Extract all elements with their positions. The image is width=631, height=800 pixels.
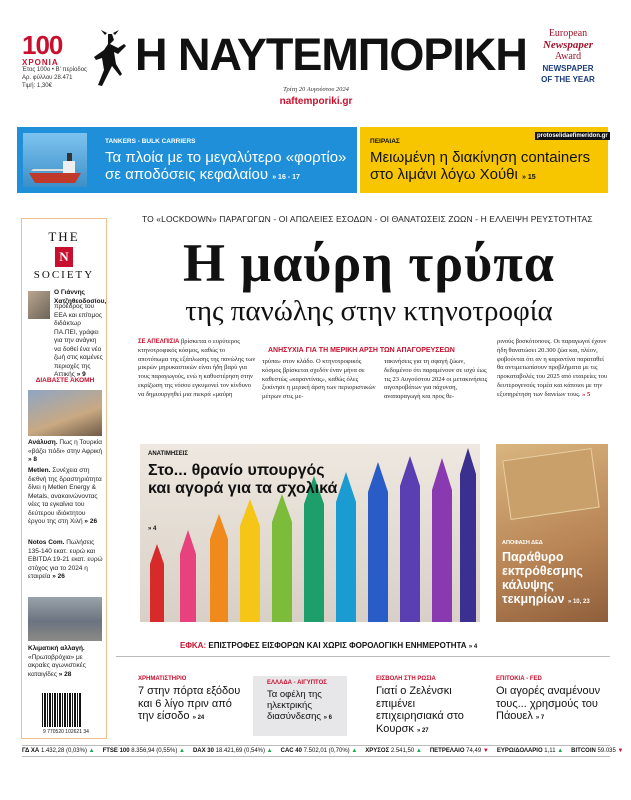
society-top: THE: [48, 229, 80, 244]
lead-column-1: [138, 338, 256, 400]
bottom-story-egypt[interactable]: [253, 676, 347, 736]
money-headline: [502, 550, 606, 609]
arrow-up-icon: ▲: [178, 748, 185, 754]
bottom-headline: [496, 685, 608, 725]
ticker-value: 2.541,50: [390, 748, 416, 754]
ticker-name: FTSE 100: [102, 748, 132, 754]
storm-photo: [28, 597, 102, 641]
money-story[interactable]: [496, 444, 608, 622]
teaser-headline-text: Μειωμένη η διακίνηση containers στο λιμάνι λόγω Χούθι: [370, 149, 591, 183]
money-kicker: ΑΠΟΦΑΣΗ ΔΕΔ: [502, 540, 543, 546]
analysis-photo: [28, 390, 102, 436]
arrow-up-icon: ▲: [88, 748, 95, 754]
article-page: » 28: [58, 670, 72, 678]
article-title: Ανάλυση.: [28, 439, 58, 446]
arrow-up-icon: ▲: [351, 748, 358, 754]
divider: [116, 656, 610, 657]
ticker-value: 59.035: [597, 748, 618, 754]
ticker-value: 74,49: [466, 748, 483, 754]
bottom-headline: [138, 685, 246, 725]
article-text: Συνέχεια στη διεθνή της δραστηριότητα δίνει η Metlen Energy & Metals, ανακοινώνοντας νέες τα εγκαίνια του δεύτερου ιδιόκτητου έργου της στη Χιλή: [28, 467, 102, 525]
article-metlen[interactable]: [28, 467, 104, 527]
lead-dropcap: ΣΕ ΑΠΕΛΠΙΣΙΑ: [138, 339, 180, 345]
ticker-name: ΠΕΤΡΕΛΑΙΟ: [429, 748, 467, 754]
bottom-story-fed[interactable]: [496, 676, 608, 738]
arrow-down-icon: ▼: [617, 748, 624, 754]
award-line-4: NEWSPAPER: [542, 64, 594, 73]
ticker-value: 7.502,01 (0,70%): [303, 748, 352, 754]
article-analysis[interactable]: [28, 439, 104, 465]
hermes-logo-icon: [90, 30, 128, 90]
ticker-value: 18.421,69 (0,54%): [215, 748, 267, 754]
teaser-tankers[interactable]: [17, 127, 357, 193]
article-page: » 26: [84, 518, 98, 525]
barcode: [42, 693, 82, 727]
person-name: Ο Γιάννης Χατζηθεοδοσίου,: [54, 289, 107, 305]
arrow-up-icon: ▲: [266, 748, 273, 754]
n-society-logo: [22, 229, 106, 281]
website-link[interactable]: naftemporiki.gr: [279, 96, 353, 107]
award-line-1: European: [548, 28, 588, 39]
ticker-item: [571, 746, 623, 757]
person-text: πρόεδρος του ΕΕΑ και επίτιμος διδάκτωρ ΠΑ.ΠΕΙ, γράφει για την ανάγκη να δοθεί ένα νέο ζωή στις καμένες περιοχές της Αττικής: [54, 303, 103, 378]
issue-meta: [22, 66, 87, 90]
ticker-name: DAX 30: [192, 748, 216, 754]
bottom-kicker: ΕΙΣΒΟΛΗ ΣΤΗ ΡΩΣΙΑ: [376, 676, 436, 682]
lead-col1-text: βρίσκεται ο ευρύτερος κτηνοτροφικός κόσμος, καθώς το αποτύπωμα της εξάπλωσης της πανώλης των μικρών μηρυκαστικών είναι ήδη βαρύ για τους παραγωγούς, ενώ η καθυστέρηση στην εκρίζωση της νόσου εγκυμονεί τον κίνδυνο να δημιουργηθεί μια πιεκρά «μαύρη: [138, 338, 256, 398]
lead-column-3: τακινήσεις για τη σφαγή ζώων, δεδομένου ότι παραμένουν σε ισχύ έως τις 23 Αυγούστου 2024 οι μετακινήσεις αιγοπροβάτων για πάχυνση, αναπαραγωγή και προς θε-: [384, 358, 488, 401]
bottom-page: » 6: [323, 715, 332, 721]
ticker-name: ΧΡΥΣΟΣ: [365, 748, 391, 754]
banknote-image: [502, 448, 599, 520]
bottom-headline-text: Οι αγορές αναμένουν τους... χρησμούς του Πάουελ: [496, 685, 601, 722]
article-notos[interactable]: [28, 539, 104, 582]
bottom-kicker: ΧΡΗΜΑΤΙΣΤΗΡΙΟ: [138, 676, 187, 682]
efka-page: » 4: [468, 644, 478, 650]
newspaper-award: [528, 28, 608, 84]
award-line-5: OF THE YEAR: [541, 75, 595, 84]
issue-price: Τιμή: 1,30€: [22, 83, 52, 89]
ticker-value: 1,11: [544, 748, 558, 754]
lead-headline[interactable]: Η μαύρη τρύπα: [183, 233, 555, 293]
issue-date: Τρίτη 20 Αυγούστου 2024: [283, 86, 349, 93]
badge-word: ΧΡΟΝΙΑ: [22, 58, 59, 67]
bottom-headline-text: 7 στην πόρτα εξόδου και 6 λίγο πριν από την είσοδο: [138, 685, 241, 722]
bottom-page: » 24: [192, 715, 205, 721]
ticker-item: [430, 746, 489, 757]
arrow-up-icon: ▲: [557, 748, 564, 754]
teaser-page: » 15: [522, 174, 536, 181]
lead-column-2: τρύπα» στον κλάδο. Ο κτηνοτροφικός κόσμος βρίσκεται σχεδόν έναν μήνα σε καθεστώς «καραντίνας», καθώς όλες ξεκίνησε η μερική άρση των περιοριστικών μέτρων στις με-: [262, 358, 376, 401]
ticker-item: [281, 746, 358, 757]
arrow-down-icon: ▼: [482, 748, 489, 754]
article-page: » 8: [28, 456, 38, 463]
lead-kicker: ΤΟ «LOCKDOWN» ΠΑΡΑΓΩΓΩΝ - ΟΙ ΑΠΩΛΕΙΕΣ ΕΣΟΔΩΝ - ΟΙ ΘΑΝΑΤΩΣΕΙΣ ΖΩΩΝ - Η ΕΛΛΕΙΨΗ ΡΕΥΣΤΟΤΗΤΑΣ: [142, 214, 593, 224]
tanker-photo: [23, 133, 87, 187]
bottom-headline: [267, 689, 347, 724]
award-line-3: Award: [554, 51, 582, 62]
teaser-headline-text: Τα πλοία με το μεγαλύτερο «φορτίο» σε αποδόσεις κεφαλαίου: [105, 149, 347, 183]
badge-number: 100: [22, 30, 63, 60]
society-bottom: SOCIETY: [33, 269, 95, 281]
ticker-value: 8.356,94 (0,55%): [131, 748, 179, 754]
teaser-page: » 16 - 17: [272, 174, 300, 181]
person-article[interactable]: [28, 303, 104, 380]
bottom-story-russia[interactable]: [376, 676, 476, 738]
school-kicker: ΑΝΑΤΙΜΗΣΕΙΣ: [148, 451, 189, 457]
issue-number: Αρ. φύλλου 28.471: [22, 75, 73, 81]
sidebar: [21, 218, 107, 739]
teaser-headline: [370, 149, 606, 186]
ticker-value: 1.432,28 (0,03%): [40, 748, 89, 754]
society-letter: N: [55, 247, 73, 267]
ticker-name: BITCOIN: [571, 748, 598, 754]
award-line-2: Newspaper: [542, 39, 594, 51]
ticker-name: ΓΔ ΧΑ: [22, 748, 41, 754]
article-title: Metlen.: [28, 467, 51, 474]
school-page: » 4: [148, 526, 157, 532]
issue-year: Έτος 100ο • Β' περίοδος: [22, 67, 87, 73]
lead-page: » 5: [582, 390, 591, 398]
article-climate[interactable]: [28, 645, 104, 679]
ticker-item: [193, 746, 273, 757]
ticker-item: [103, 746, 185, 757]
teaser-kicker: TANKERS - BULK CARRIERS: [105, 138, 196, 145]
bottom-story-stock[interactable]: [138, 676, 246, 738]
market-ticker: [22, 745, 624, 757]
ticker-item: [22, 746, 95, 757]
teaser-headline: [105, 149, 355, 186]
ship-icon: [23, 133, 87, 187]
ticker-item: [365, 746, 422, 757]
barcode-number: 9 770520 102621 34: [43, 729, 89, 735]
centenary-badge: [22, 30, 72, 67]
bottom-kicker: ΕΛΛΑΔΑ - ΑΙΓΥΠΤΟΣ: [267, 680, 327, 686]
bottom-kicker: ΕΠΙΤΟΚΙΑ - FED: [496, 676, 542, 682]
article-title: Κλιματική αλλαγή.: [28, 645, 85, 652]
arrow-up-icon: ▲: [415, 748, 422, 754]
ticker-item: [497, 746, 563, 757]
bottom-headline: [376, 685, 476, 737]
article-text: Πωλήσεις 135-140 εκατ. ευρώ και EBITDA 19-21 εκατ. ευρώ στόχος για το 2024 η εταιρεία: [28, 539, 103, 580]
efka-text: ΕΠΙΣΤΡΟΦΕΣ ΕΙΣΦΟΡΩΝ ΚΑΙ ΧΩΡΙΣ ΦΟΡΟΛΟΓΙΚΗ ΕΝΗΜΕΡΟΤΗΤΑ: [208, 641, 467, 650]
school-headline: Στο... θρανίο υπουργός και αγορά για τα σχολικά: [148, 462, 338, 497]
ticker-name: ΕΥΡΩ/ΔΟΛΑΡΙΟ: [496, 748, 545, 754]
efka-line[interactable]: [180, 641, 477, 650]
article-page: » 26: [52, 573, 65, 580]
article-title: Notos Com.: [28, 539, 65, 546]
person-page: » 9: [76, 371, 86, 378]
watermark: protoselidaefimeridon.gr: [537, 133, 608, 139]
article-text: «Πρωτοβρόχια» με ακραίες αγωνιστικές καταιγίδες: [28, 653, 86, 678]
money-headline-text: Παράθυρο εκπρόθεσμης κάλυψης τεκμηρίων: [502, 550, 583, 606]
lead-col4-text: ρινούς βοσκότοπους. Οι παραγωγοί έχουν ήδη θανατώσει 20.300 ζώα και, πλέον, φοβούνται ότι αν η καραντίνα παραταθεί θα αντιμετωπίσουν προβλήματα με τις προκαταβολές του 2025 από εταιρείες του δευτερογενούς τομέα και κάποιοι με την εξυπηρέτηση των δανείων τους.: [497, 338, 608, 398]
money-page: » 10, 23: [567, 599, 590, 605]
read-more-heading: ΔΙΑΒΑΣΤΕ ΑΚΟΜΗ: [35, 377, 95, 384]
bottom-headline-text: Τα οφέλη της ηλεκτρικής διασύνδεσης: [267, 689, 322, 722]
school-story[interactable]: [140, 444, 480, 622]
lead-subhead: της πανώλης στην κτηνοτροφία: [185, 295, 553, 327]
article-text: Πως η Τουρκία «βάζει πόδι» στην Αφρική: [28, 439, 103, 455]
teaser-kicker: ΠΕΙΡΑΙΑΣ: [370, 138, 400, 145]
bottom-page: » 27: [416, 727, 429, 734]
efka-label: ΕΦΚΑ:: [180, 641, 207, 650]
bottom-headline-text: Γιατί ο Ζελένσκι επιμένει επιχειρησιακά στο Κουρσκ: [376, 685, 464, 735]
newspaper-title: Η ΝΑΥΤΕΜΠΟΡΙΚΗ: [135, 29, 527, 80]
lead-column-4: [497, 338, 610, 400]
bottom-page: » 7: [535, 715, 545, 721]
ticker-name: CAC 40: [280, 748, 304, 754]
lead-subkicker: ΑΝΗΣΥΧΙΑ ΓΙΑ ΤΗ ΜΕΡΙΚΗ ΑΡΣΗ ΤΩΝ ΑΠΑΓΟΡΕΥΣΕΩΝ: [268, 347, 455, 354]
